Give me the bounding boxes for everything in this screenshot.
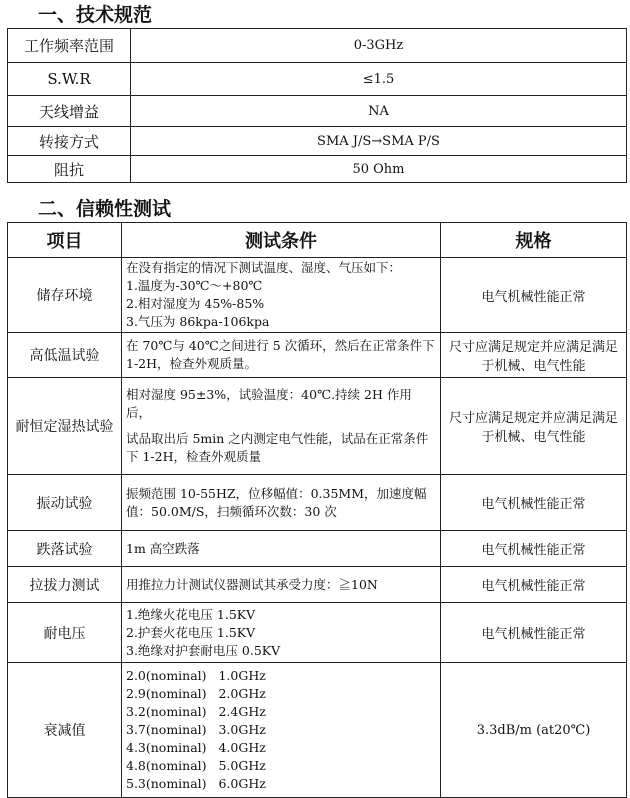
test-spec: 电气机械性能正常 <box>441 475 627 531</box>
test-condition <box>122 378 441 475</box>
test-item: 耐恒定湿热试验 <box>8 378 122 475</box>
test-item: 衰减值 <box>8 663 122 798</box>
reliability-table <box>7 222 627 798</box>
test-spec: 尺寸应满足规定并应满足满足于机械、电气性能 <box>441 378 627 475</box>
condition-line: 在 70℃与 40℃之间进行 5 次循环，然后在正常条件下 1-2H，检查外观质量。 <box>126 338 435 371</box>
spec-row <box>8 127 627 156</box>
condition-line: 2.0(nominal) 1.0GHz <box>126 668 266 683</box>
test-spec: 电气机械性能正常 <box>441 258 627 333</box>
test-condition <box>122 663 441 798</box>
test-item: 跌落试验 <box>8 531 122 567</box>
spec-table <box>7 28 627 183</box>
test-condition <box>122 567 441 603</box>
test-row <box>8 531 627 567</box>
section2-title: 二、信赖性测试 <box>38 198 172 220</box>
condition-line: 1.温度为-30℃～+80℃ <box>126 278 263 293</box>
test-row <box>8 333 627 378</box>
spec-label: 天线增益 <box>8 96 131 127</box>
condition-line: 3.2(nominal) 2.4GHz <box>126 704 266 719</box>
spec-value: SMA J/S→SMA P/S <box>131 127 627 156</box>
condition-line: 相对湿度 95±3%，试验温度：40℃.持续 2H 作用后， <box>126 387 412 420</box>
condition-line: 1m 高空跌落 <box>126 540 200 556</box>
test-row <box>8 603 627 663</box>
spec-value: 0-3GHz <box>131 29 627 63</box>
test-row <box>8 378 627 475</box>
test-spec: 尺寸应满足规定并应满足满足于机械、电气性能 <box>441 333 627 378</box>
spec-row <box>8 63 627 96</box>
condition-line: 4.8(nominal) 5.0GHz <box>126 758 266 773</box>
condition-line: 在没有指定的情况下测试温度、湿度、气压如下： <box>126 260 402 275</box>
test-condition <box>122 475 441 531</box>
spec-value: ≤1.5 <box>131 63 627 96</box>
test-spec: 3.3dB/m (at20℃) <box>441 663 627 798</box>
condition-line: 2.9(nominal) 2.0GHz <box>126 686 266 701</box>
test-condition <box>122 531 441 567</box>
test-condition <box>122 603 441 663</box>
spec-value: 50 Ohm <box>131 156 627 183</box>
condition-line: 3.绝缘对护套耐电压 0.5KV <box>126 642 281 658</box>
condition-line: 试品取出后 5min 之内测定电气性能，试品在正常条件下 1-2H，检查外观质量 <box>126 431 429 464</box>
condition-line: 3.7(nominal) 3.0GHz <box>126 722 266 737</box>
spec-value: NA <box>131 96 627 127</box>
test-condition <box>122 333 441 378</box>
condition-line: 振频范围 10-55HZ，位移幅值：0.35MM，加速度幅值：50.0M/S，扫频循环次数：30 次 <box>126 485 427 519</box>
test-row <box>8 663 627 798</box>
test-spec: 电气机械性能正常 <box>441 567 627 603</box>
condition-line: 3.气压为 86kpa-106kpa <box>126 314 270 329</box>
test-spec: 电气机械性能正常 <box>441 603 627 663</box>
test-item: 高低温试验 <box>8 333 122 378</box>
test-item: 拉拔力测试 <box>8 567 122 603</box>
spec-label: 转接方式 <box>8 127 131 156</box>
condition-line: 5.3(nominal) 6.0GHz <box>126 776 266 791</box>
condition-line: 4.3(nominal) 4.0GHz <box>126 740 266 755</box>
section1-title: 一、技术规范 <box>38 4 153 26</box>
condition-line: 用推拉力计测试仪器测试其承受力度：≧10N <box>126 576 378 592</box>
header-item: 项目 <box>8 223 122 258</box>
spec-label: 工作频率范围 <box>8 29 131 63</box>
test-item: 耐电压 <box>8 603 122 663</box>
condition-line: 2.相对湿度为 45%-85% <box>126 296 265 311</box>
test-item: 储存环境 <box>8 258 122 333</box>
spec-label: S.W.R <box>8 63 131 96</box>
condition-line: 2.护套火花电压 1.5KV <box>126 624 256 640</box>
test-item: 振动试验 <box>8 475 122 531</box>
condition-line: 1.绝缘火花电压 1.5KV <box>126 606 256 622</box>
header-spec: 规格 <box>441 223 627 258</box>
spec-row <box>8 96 627 127</box>
test-row <box>8 475 627 531</box>
test-row <box>8 567 627 603</box>
spec-label: 阻抗 <box>8 156 131 183</box>
header-condition: 测试条件 <box>122 223 441 258</box>
spec-row <box>8 29 627 63</box>
test-row <box>8 258 627 333</box>
spec-row <box>8 156 627 183</box>
test-condition <box>122 258 441 333</box>
test-spec: 电气机械性能正常 <box>441 531 627 567</box>
